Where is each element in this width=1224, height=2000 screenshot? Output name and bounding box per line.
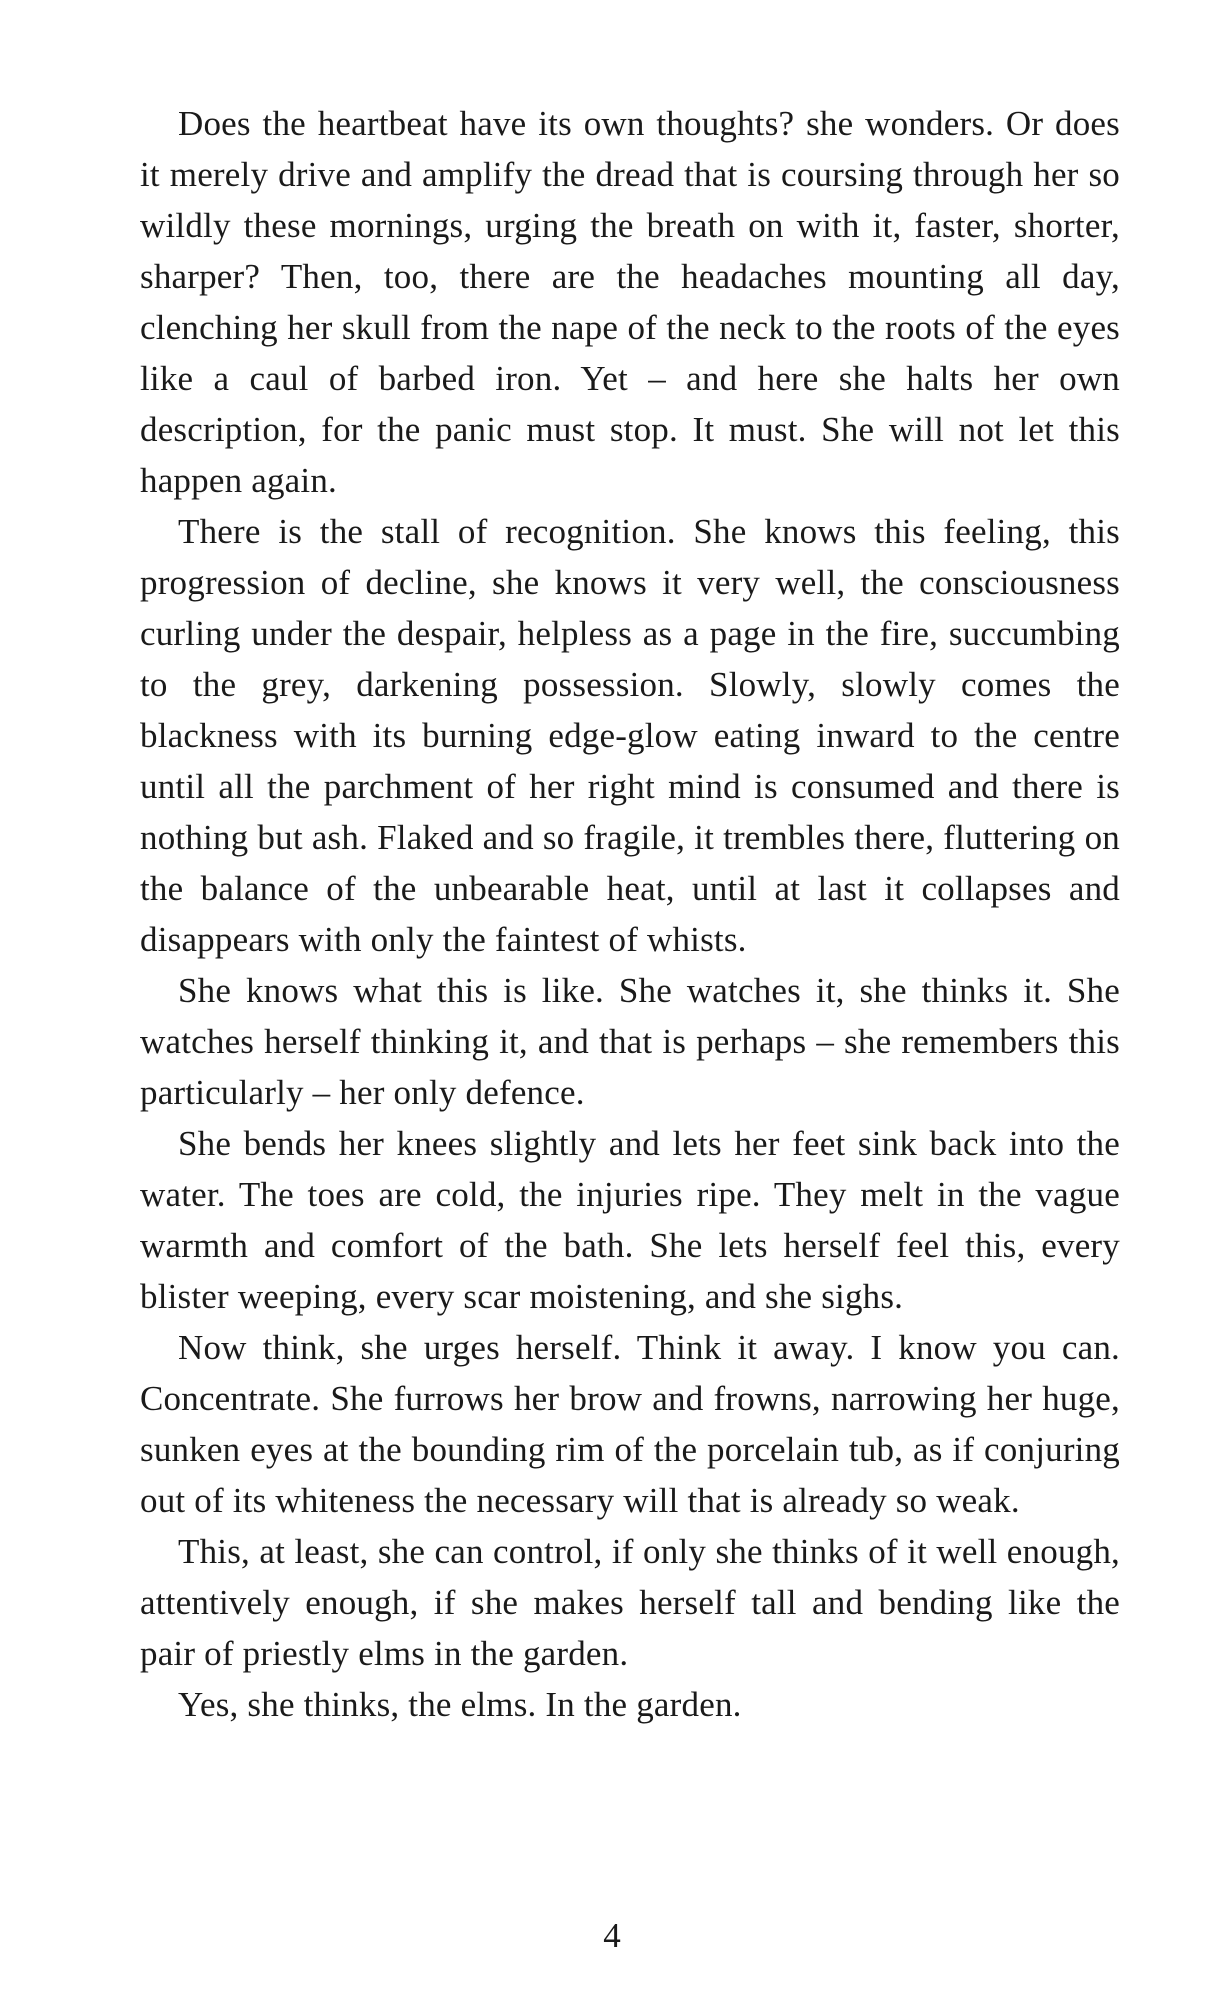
body-text xyxy=(140,98,1120,1730)
paragraph-2: There is the stall of recognition. She knows this feeling, this progression of decline, she knows it very well, the consciousness curling under the despair, helpless as a page in the fire, succumbing to the grey, darkening possession. Slowly, slowly comes the blackness with its burning edge-glow eating inward to the centre until all the parchment of her right mind is consumed and there is nothing but ash. Flaked and so fragile, it trembles there, fluttering on the balance of the unbearable heat, until at last it collapses and disappears with only the faintest of whists. xyxy=(140,512,1120,959)
page-number: 4 xyxy=(603,1916,621,1955)
paragraph-4: She bends her knees slightly and lets her feet sink back into the water. The toes are cold, the injuries ripe. They melt in the vague warmth and comfort of the bath. She lets herself feel this, every blister weeping, every scar moistening, and she sighs. xyxy=(140,1124,1120,1316)
paragraph-6: This, at least, she can control, if only she thinks of it well enough, attentively enough, if she makes herself tall and bending like the pair of priestly elms in the garden. xyxy=(140,1532,1120,1673)
paragraph-5: Now think, she urges herself. Think it away. I know you can. Concentrate. She furrows her brow and frowns, narrowing her huge, sunken eyes at the bounding rim of the porcelain tub, as if conjuring out of its whiteness the necessary will that is already so weak. xyxy=(140,1328,1120,1520)
paragraph-7: Yes, she thinks, the elms. In the garden. xyxy=(178,1685,742,1724)
paragraph-3: She knows what this is like. She watches it, she thinks it. She watches herself thinking it, and that is perhaps – she remembers this particularly – her only defence. xyxy=(140,971,1120,1112)
paragraph-1: Does the heartbeat have its own thoughts? she wonders. Or does it merely drive and amplify the dread that is coursing through her so wildly these mornings, urging the breath on with it, faster, shorter, sharper? Then, too, there are the headaches mounting all day, clenching her skull from the nape of the neck to the roots of the eyes like a caul of barbed iron. Yet – and here she halts her own description, for the panic must stop. It must. She will not let this happen again. xyxy=(140,104,1120,500)
